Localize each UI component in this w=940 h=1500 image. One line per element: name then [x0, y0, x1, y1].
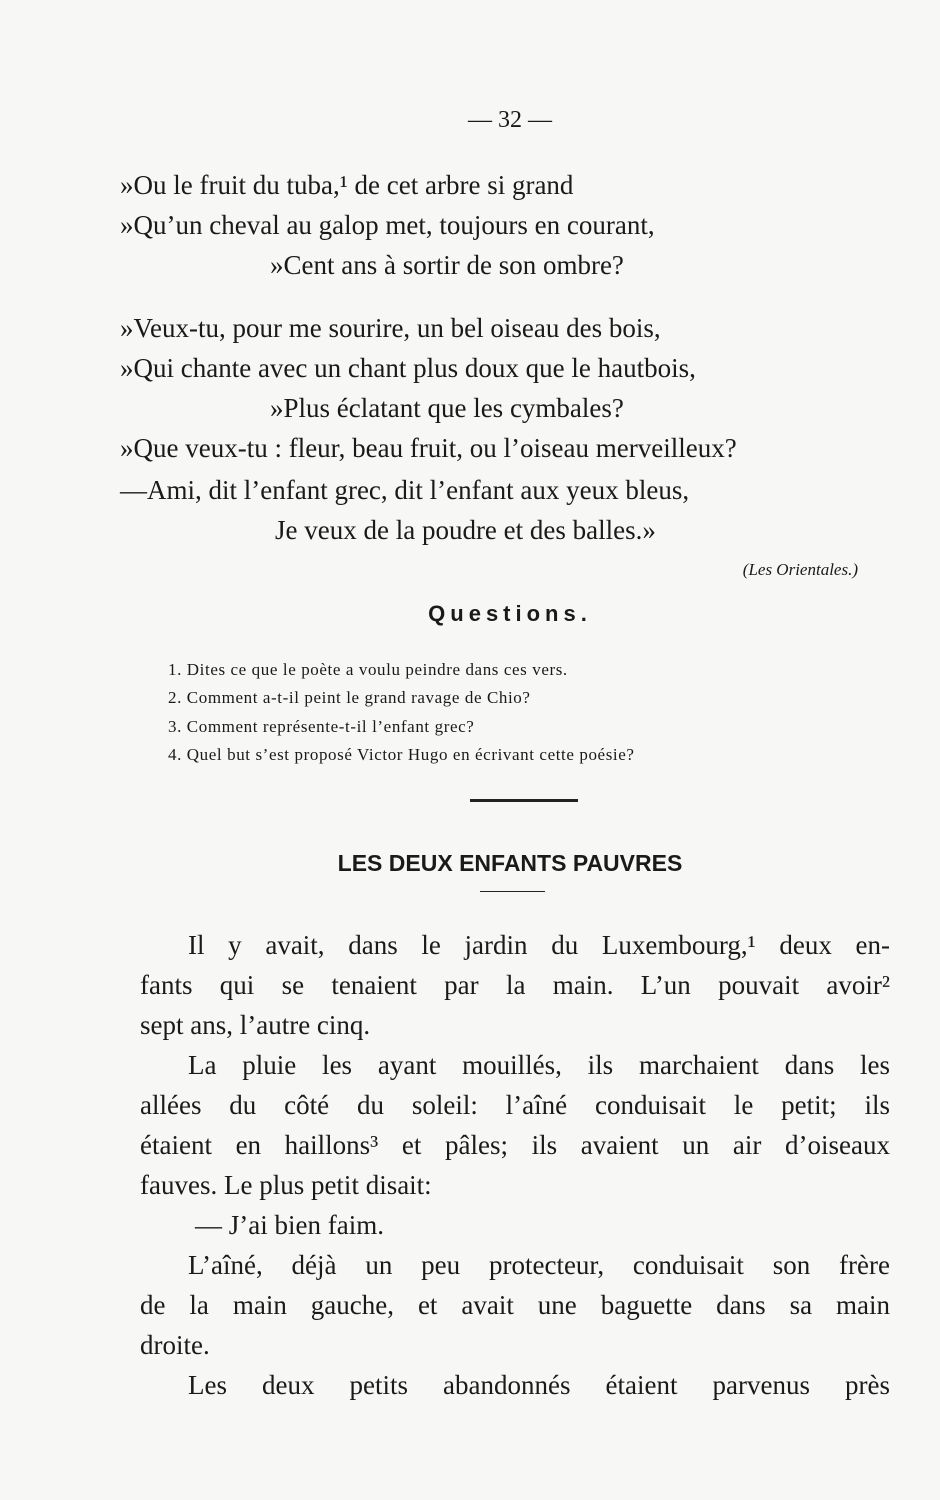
prose-line: fants qui se tenaient par la main. L’un pouvait avoir² [140, 970, 890, 1000]
section-divider [470, 799, 578, 802]
prose-line: Les deux petits abandonnés étaient parvenus près [188, 1370, 890, 1400]
chapter-title: LES DEUX ENFANTS PAUVRES [337, 850, 683, 876]
verse-line: »Qu’un cheval au galop met, toujours en courant, [120, 210, 655, 240]
verse-line: »Que veux-tu : fleur, beau fruit, ou l’oiseau merveilleux? [120, 433, 737, 463]
question-item: 3. Comment représente-t-il l’enfant grec? [168, 717, 475, 736]
verse-line: »Plus éclatant que les cymbales? [270, 393, 624, 423]
question-item: 1. Dites ce que le poète a voulu peindre dans ces vers. [168, 660, 568, 679]
verse-line: »Veux-tu, pour me sourire, un bel oiseau des bois, [120, 313, 661, 343]
prose-line: L’aîné, déjà un peu protecteur, conduisait son frère [188, 1250, 890, 1280]
prose-line: La pluie les ayant mouillés, ils marchaient dans les [188, 1050, 890, 1080]
prose-line: droite. [140, 1330, 210, 1360]
prose-line: de la main gauche, et avait une baguette dans sa main [140, 1290, 890, 1320]
title-underline [480, 891, 545, 892]
question-item: 4. Quel but s’est proposé Victor Hugo en écrivant cette poésie? [168, 745, 635, 764]
prose-line: étaient en haillons³ et pâles; ils avaient un air d’oiseaux [140, 1130, 890, 1160]
verse-line: Je veux de la poudre et des balles.» [275, 515, 656, 545]
source-citation: (Les Orientales.) [742, 560, 858, 579]
prose-line: — J’ai bien faim. [195, 1210, 384, 1240]
prose-line: allées du côté du soleil: l’aîné conduisait le petit; ils [140, 1090, 890, 1120]
question-item: 2. Comment a-t-il peint le grand ravage de Chio? [168, 688, 531, 707]
page-number: — 32 — [468, 107, 552, 133]
prose-line: fauves. Le plus petit disait: [140, 1170, 432, 1200]
prose-line: sept ans, l’autre cinq. [140, 1010, 371, 1040]
questions-heading: Questions. [428, 601, 592, 626]
prose-line: Il y avait, dans le jardin du Luxembourg,¹ deux en- [188, 930, 890, 960]
verse-line: »Qui chante avec un chant plus doux que le hautbois, [120, 353, 696, 383]
verse-line: »Ou le fruit du tuba,¹ de cet arbre si grand [120, 170, 574, 200]
verse-line: —Ami, dit l’enfant grec, dit l’enfant aux yeux bleus, [120, 475, 690, 505]
verse-line: »Cent ans à sortir de son ombre? [270, 250, 624, 280]
